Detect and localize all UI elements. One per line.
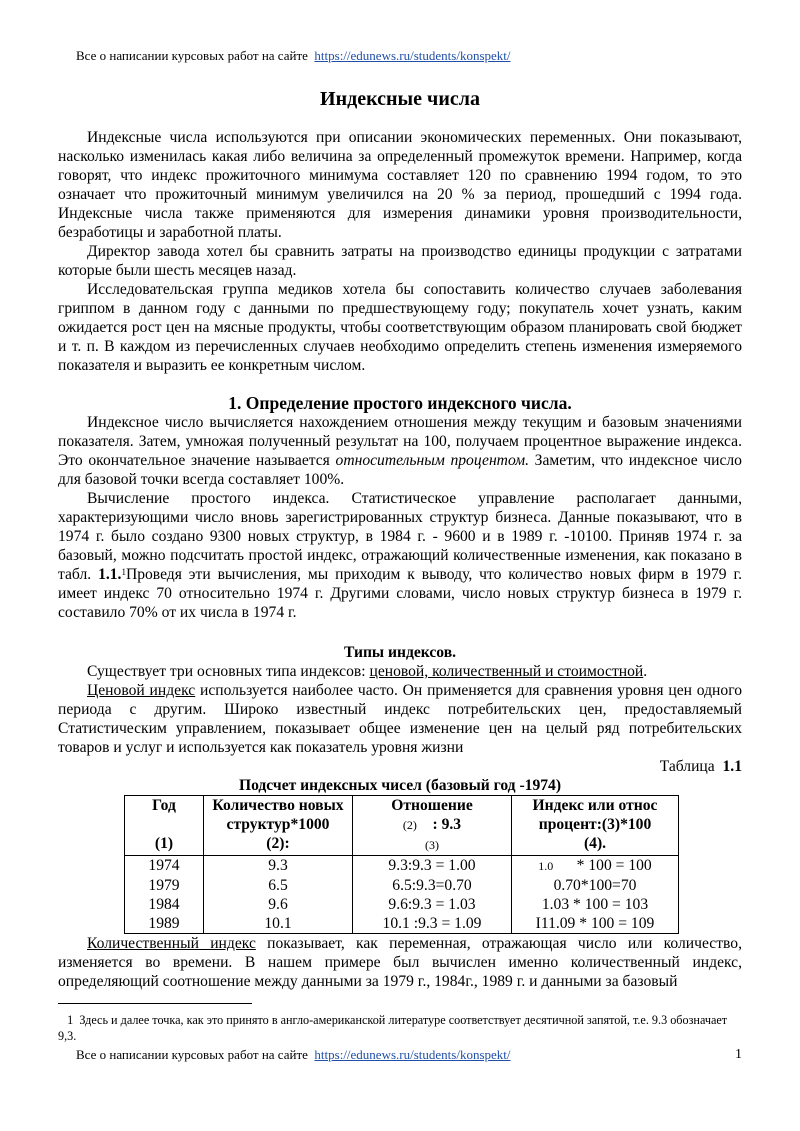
- footnote: [58, 1012, 742, 1044]
- table-row: [125, 895, 679, 914]
- section-paragraph-2: [58, 489, 742, 622]
- header-ratio-label: Отношение: [391, 797, 473, 814]
- table-row: [125, 856, 679, 877]
- header-link[interactable]: https://edunews.ru/students/konspekt/: [314, 48, 511, 63]
- section-p1-italic: относительным процентом.: [335, 452, 529, 469]
- cell-ratio: 9.6:9.3 = 1.03: [353, 895, 512, 914]
- intro-paragraph-3: Исследовательская группа медиков хотела бы сопоставить количество случаев заболевания гриппом в данном году с данными по предшествующему году; покупатель хочет узнать, каким ожидается рост цен на мясные продукты, чтобы соответствующим образом планировать свой бюджет и т. п. В каждом из перечисленных случаев необходимо определить степень изменения измеряемого показателя и выразить ее конкретным числом.: [58, 281, 742, 374]
- quantity-index-text: показывает, как переменная, отражающая число или количество, изменяется во времени. В нашем примере был вычислен именно количественный индекс, определяющий соотношение между данными за 1979 г., 1984г., 1989 г. и данными за базовый: [58, 935, 742, 990]
- footnote-text: Здесь и далее точка, как это принято в англо-американской литературе соответствует десятичной запятой, т.е. 9.3 обозначает 9,3.: [58, 1013, 728, 1043]
- cell-ratio: 9.3:9.3 = 1.00: [353, 856, 512, 877]
- intro-paragraph-1: Индексные числа используются при описании экономических переменных. Они показывают, насколько изменилась какая либо величина за определенный промежуток времени. Например, когда говорят, что индекс прожиточного минимума составляет 120 по сравнению 1994 годом, то это означает что прожиточный минимум увеличился на 20 % за период, прошедший с 1994 года. Индексные числа также применяются для измерения динамики уровня производительности, безработицы и заработной платы.: [58, 129, 742, 241]
- cell-index-b: * 100 = 100: [576, 857, 652, 874]
- header-count: [204, 796, 353, 856]
- quantity-index-paragraph: [58, 934, 742, 991]
- header-index-label: Индекс или относ процент:(3)*100: [532, 797, 658, 833]
- footnote-marker: 1: [121, 567, 126, 577]
- header-year: [125, 796, 204, 856]
- cell-ratio: 10.1 :9.3 = 1.09: [353, 914, 512, 934]
- header-index: [512, 796, 679, 856]
- cell-index: [512, 856, 679, 877]
- types-paragraph-2: [58, 681, 742, 757]
- footer-text: Все о написании курсовых работ на сайте: [76, 1047, 308, 1062]
- header-count-label: Количество новых структур*1000: [212, 797, 344, 833]
- section-p1-start: Индексное число вычисляется нахождением отношения между текущим и базовым значениями показателя. Затем, умножая полученный результат на 100, получаем процентное выражение индекса. Это окончательное значение называется: [58, 414, 742, 469]
- cell-index: 1.03 * 100 = 103: [512, 895, 679, 914]
- page-header: [76, 48, 511, 64]
- table-caption: Подсчет индексных чисел (базовый год -1974): [238, 777, 562, 794]
- types-paragraph-1: [58, 662, 742, 681]
- document-body: [58, 128, 742, 991]
- footnote-separator: [58, 1003, 252, 1004]
- page-number: 1: [735, 1047, 742, 1062]
- types-p1-start: Существует три основных типа индексов:: [87, 663, 370, 680]
- intro-paragraph-2: Директор завода хотел бы сравнить затраты на производство единицы продукции с затратами которые были шесть месяцев назад.: [58, 243, 742, 279]
- index-table: [124, 795, 679, 934]
- header-index-num: (4).: [583, 835, 607, 852]
- page-footer: [76, 1047, 511, 1063]
- cell-count: 10.1: [204, 914, 353, 934]
- header-year-num: (1): [154, 835, 174, 852]
- cell-index: I11.09 * 100 = 109: [512, 914, 679, 934]
- table-reference: 1.1.: [98, 566, 122, 583]
- table-label: [58, 757, 742, 776]
- footer-link[interactable]: https://edunews.ru/students/konspekt/: [314, 1047, 511, 1062]
- cell-index-a: 1.0: [538, 859, 554, 873]
- table-label-text: Таблица: [659, 758, 715, 775]
- footnote-number: 1: [67, 1013, 74, 1027]
- header-ratio-a: (2): [402, 818, 417, 832]
- table-row: [125, 876, 679, 895]
- section-paragraph-1: [58, 413, 742, 489]
- cell-count: 6.5: [204, 876, 353, 895]
- cell-count: 9.3: [204, 856, 353, 877]
- types-heading: Типы индексов.: [343, 644, 457, 661]
- header-ratio: [353, 796, 512, 856]
- section-p1-end: Заметим, что индексное число для базовой точки всегда составляет 100%.: [58, 452, 742, 488]
- cell-year: 1979: [125, 876, 204, 895]
- section-p2-start: Вычисление простого индекса. Статистическое управление располагает данными, характеризующими число вновь зарегистрированных структур бизнеса. Данные показывают, что в 1974 г. было создано 9300 новых структур, в 1984 г. - 9600 и в 1989 г. -10100. Приняв 1974 г. за базовый, можно подсчитать простой индекс, отражающий количественные изменения, как показано в табл.: [58, 490, 742, 583]
- header-count-num: (2):: [266, 835, 290, 852]
- document-title: Индексные числа: [320, 88, 480, 110]
- cell-count: 9.6: [204, 895, 353, 914]
- header-ratio-b: : 9.3: [432, 816, 462, 833]
- types-p2-text: используется наиболее часто. Он применяется для сравнения уровня цен одного периода с другим. Широко известный индекс потребительских цен, предоставляемый Статистическим управлением, показывает общее изменение цен на целый ряд потребительских товаров и услуг и используется как показатель уровня жизни: [58, 682, 743, 756]
- section-heading: 1. Определение простого индексного числа.: [228, 393, 572, 413]
- cell-ratio: 6.5:9.3=0.70: [353, 876, 512, 895]
- section-p2-end: Проведя эти вычисления, мы приходим к выводу, что количество новых фирм в 1979 г. имеет индекс 70 относительно 1974 г. Другими словами, число новых структур бизнеса в 1979 г. составило 70% от их числа в 1974 г.: [58, 566, 742, 621]
- header-text: Все о написании курсовых работ на сайте: [76, 48, 308, 63]
- price-index-term: Ценовой индекс: [87, 682, 196, 699]
- cell-year: 1984: [125, 895, 204, 914]
- types-list: ценовой, количественный и стоимостной: [369, 663, 644, 680]
- cell-index: 0.70*100=70: [512, 876, 679, 895]
- quantity-index-term: Количественный индекс: [87, 935, 256, 952]
- header-year-label: Год: [152, 797, 176, 814]
- table-row: [125, 914, 679, 934]
- table-header-row: [125, 796, 679, 856]
- types-p1-end: .: [643, 663, 648, 680]
- cell-year: 1989: [125, 914, 204, 934]
- cell-year: 1974: [125, 856, 204, 877]
- table-number: 1.1: [722, 758, 742, 775]
- header-ratio-num: (3): [425, 838, 439, 852]
